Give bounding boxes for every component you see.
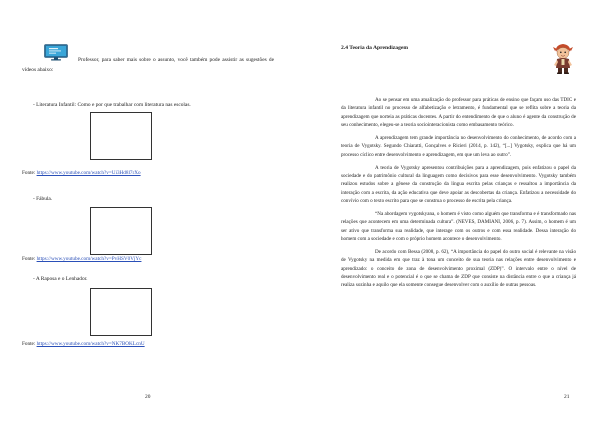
body-text [341,96,576,294]
intro-paragraph: Professor, para saber mais sobre o assunto, você também pode assistir as sugestões de vídeos abaixo: [22,57,274,73]
video-source-3: Fonte: https://www.youtube.com/watch?v=NK7BOKLcnU [22,341,145,347]
video-link-2[interactable]: https://www.youtube.com/watch?v=PvHSV0VjYc [36,256,142,262]
paragraph-1: Ao se pensar em uma atualização do professor para práticas de ensino que façam uso das TDIC e da literatura infantil no processo de alfabetização e letramento, é fundamental que se reflita sobre a teoria da aprendizagem que norteia as práticas docentes. A partir do entendimento de que o aluno é agente da construção de seu conhecimento, elegeu-se a teoria sociointeracionista como embasamento teórico. [341,97,576,129]
video-source-1: Fonte: https://www.youtube.com/watch?v=Ui3Hd8l7rXo [22,170,141,176]
video-link-1[interactable]: https://www.youtube.com/watch?v=Ui3Hd8l7rXo [36,170,141,176]
video-source-2: Fonte: https://www.youtube.com/watch?v=PvHSV0VjYc [22,256,142,262]
paragraph-3: A teoria de Vygotsky apresentou contribuições para a aprendizagem, pois enfatizou o papel da sociedade e do patrimônio cultural da linguagem como decisivos para esse desenvolvimento. Vygotsky também realizou estudos sobre a gênese da construção da língua escrita pelas crianças e ressaltou a importância da interação com a escrita, da ação educativa que deve apoiar as descobertas da criança. Enfatizou a necessidade do convívio com o texto escrito para que se construa o processo de escrita pela criança. [341,164,576,204]
paragraph-5: De acordo com Bessa (2008, p. 62), “A importância do papel do outro social é relevante na visão de Vygotsky na medida em que traz à tona um conceito de sua teoria nas relações entre desenvolvimento e aprendizado: o conceito de zona de desenvolvimento proximal (ZDP)”. O intervalo entre o nível de desenvolvimento real e o potencial é o que se chama de ZDP que consiste na distância entre o que a criança já realiza sozinha e aquilo que ela somente consegue desenvolver com o auxílio de outras pessoas. [341,248,576,289]
video-title-1: - Literatura Infantil: Como e por que trabalhar com literatura nas escolas. [33,102,191,108]
section-title: 2.4 Teoria da Aprendizagem [341,45,409,51]
video-embed-1[interactable] [90,112,152,160]
page-number-left: 20 [145,394,151,400]
video-title-3: - A Raposa e o Lenhador. [33,276,88,282]
paragraph-4: “Na abordagem vygotskyana, o homem é visto como alguém que transforma e é transformado nas relações que acontecem em uma determinada cultura”. (NEVES, DAMIANI, 2006, p. 7). Assim, o homem é um ser ativo que transforma sua realidade, que interage com os outros e com essa realidade. Dessa interação do homem com a sociedade e com o próprio homem acontece o desenvolvimento. [341,210,576,242]
page-number-right: 21 [564,394,570,400]
right-page [300,0,600,424]
video-embed-2[interactable] [90,207,152,255]
video-title-2: - Fábula. [33,196,53,202]
paragraph-2: A aprendizagem tem grande importância no desenvolvimento do conhecimento, de acordo com a teoria de Vygotsky. Segundo Chiaratti, Gonçalves e Ricieri (2014, p. 142), “[...] Vygotsky, explica que há um processo cíclico entre desenvolvimento e aprendizagem, em que um leva ao outro”. [341,134,576,158]
cartoon-character-illustration [552,42,574,74]
video-embed-3[interactable] [90,288,152,336]
video-link-3[interactable]: https://www.youtube.com/watch?v=NK7BOKLcnU [36,341,145,347]
